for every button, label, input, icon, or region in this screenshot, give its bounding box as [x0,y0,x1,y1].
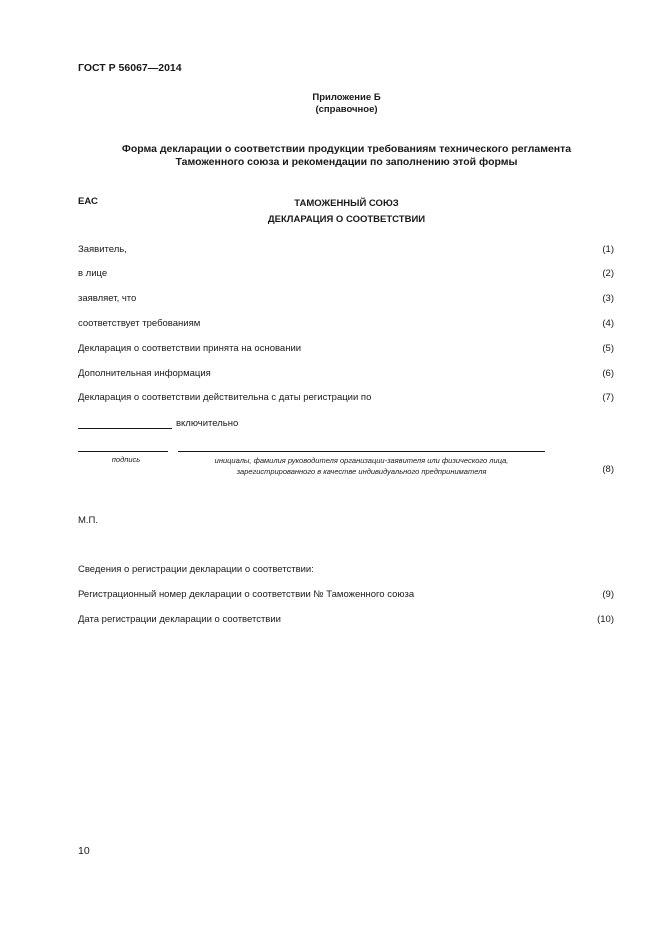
eac-mark: ЕАС [78,196,98,207]
annex-note: (справочное) [315,104,378,115]
inclusive-label: включительно [176,418,239,429]
annex-title: Приложение Б [312,92,381,103]
declaration-heading [0,196,661,228]
field-number: (10) [597,614,614,625]
form-title [0,143,661,169]
field-label: соответствует требованиям [78,318,201,329]
signature-caption: подпись [111,455,141,464]
field-label: Заявитель, [78,244,127,255]
name-caption: инициалы, фамилия руководителя организации-заявителя или физического лица, зарегистрированного в качестве индивидуального предпринимателя [214,456,509,476]
field-label: Дополнительная информация [78,368,211,379]
standard-designation: ГОСТ Р 56067—2014 [78,62,182,74]
field-number: (7) [602,392,614,403]
field-label: заявляет, что [78,293,137,304]
field-number: (4) [602,318,614,329]
field-number: (8) [602,464,614,475]
page-number: 10 [78,845,90,857]
field-number: (6) [602,368,614,379]
stamp-place: М.П. [78,515,99,526]
field-label: Декларация о соответствии принята на основании [78,343,302,354]
validity-date-line [78,428,172,429]
field-number: (3) [602,293,614,304]
field-number: (2) [602,268,614,279]
name-line [178,451,545,452]
field-number: (1) [602,244,614,255]
annex-heading [0,92,661,116]
field-label: в лице [78,268,108,279]
field-label: Дата регистрации декларации о соответствии [78,614,281,625]
form-title-line-1: Форма декларации о соответствии продукции требованиям технического регламента [121,143,572,155]
customs-union-title: ТАМОЖЕННЫЙ СОЮЗ [294,198,399,209]
field-label: Декларация о соответствии действительна с даты регистрации по [78,392,372,403]
registration-heading: Сведения о регистрации декларации о соответствии: [78,564,314,575]
field-number: (9) [602,589,614,600]
signature-line [78,451,168,452]
declaration-title: ДЕКЛАРАЦИЯ О СООТВЕТСТВИИ [267,214,426,225]
field-number: (5) [602,343,614,354]
form-title-line-2: Таможенного союза и рекомендации по заполнению этой формы [175,156,518,168]
field-label: Регистрационный номер декларации о соответствии № Таможенного союза [78,589,415,600]
